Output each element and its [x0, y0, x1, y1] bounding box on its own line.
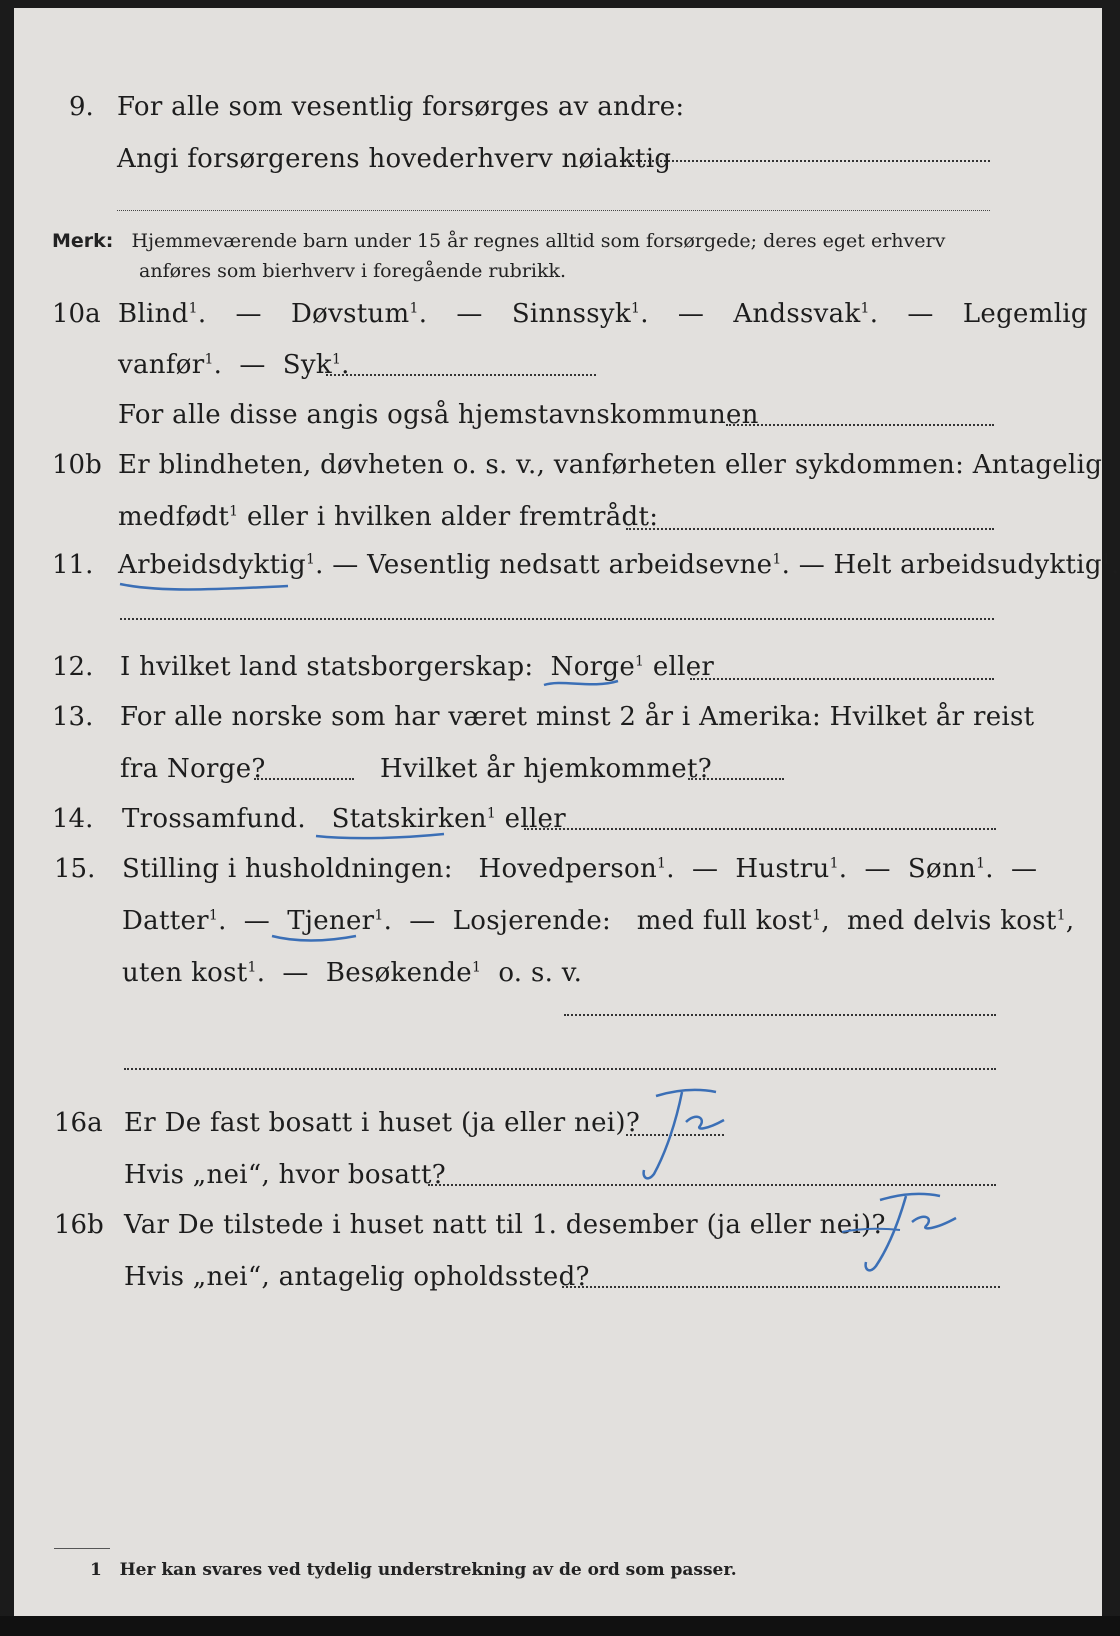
question-9-sub: Angi forsørgerens hovederhverv nøiaktig	[117, 144, 672, 174]
question-14-label: Trossamfund.	[122, 804, 306, 834]
question-12-answer-line[interactable]	[690, 678, 994, 680]
option-andssvak[interactable]: Andssvak	[733, 299, 861, 329]
question-16a-number: 16a	[54, 1108, 103, 1138]
question-9-text: For alle som vesentlig forsørges av andre:	[117, 92, 685, 122]
question-10b-line-2-rest: eller i hvilken alder fremtrådt:	[246, 502, 659, 532]
note-line-1: Hjemmeværende barn under 15 år regnes alltid som forsørgede; deres eget erhverv	[131, 230, 946, 252]
option-full-kost[interactable]: med full kost	[636, 906, 813, 936]
question-10a-line-2: vanfør$^1$. — Syk$^1$.	[118, 350, 350, 380]
note-line-2: anføres som bierhverv i foregående rubrikk.	[139, 260, 567, 282]
option-norge[interactable]: Norge	[550, 652, 636, 682]
question-15-label: Stilling i husholdningen:	[122, 854, 453, 884]
option-sonn[interactable]: Sønn	[907, 854, 977, 884]
question-13-fra: fra Norge?	[120, 754, 266, 784]
scan-edge	[0, 1616, 1120, 1636]
question-16b-text: Var De tilstede i huset natt til 1. desember (ja eller nei)?	[124, 1210, 886, 1240]
question-15-line-2: Datter$^1$. — Tjener$^1$. — Losjerende: med full kost$^1$, med delvis kost$^1$,	[122, 906, 1075, 936]
question-16b-number: 16b	[54, 1210, 104, 1240]
question-10a-text: Blind$^1$. — Døvstum$^1$. — Sinnssyk$^1$. — Andssvak$^1$. — Legemlig	[118, 299, 1088, 329]
note-label: Merk:	[52, 230, 114, 252]
note	[52, 230, 945, 252]
option-tjener[interactable]: Tjener	[287, 906, 375, 936]
question-9-number: 9.	[69, 92, 94, 122]
option-udyktig[interactable]: . — Helt arbeidsudyktig	[781, 550, 1102, 580]
question-15-line-3: uten kost$^1$. — Besøkende$^1$ o. s. v.	[122, 958, 583, 988]
question-14-number: 14.	[52, 804, 94, 834]
footnote	[90, 1560, 737, 1580]
option-delvis-kost[interactable]: med delvis kost	[847, 906, 1057, 936]
question-16b-sub-answer-line[interactable]	[562, 1286, 1000, 1288]
question-16a-answer	[626, 1082, 736, 1192]
option-nedsatt[interactable]: . — Vesentlig nedsatt arbeidsevne	[315, 550, 773, 580]
question-10b-line-2: medfødt$^1$ eller i hvilken alder fremtrådt:	[118, 502, 659, 532]
question-15-line-1: Stilling i husholdningen: Hovedperson$^1$. — Hustru$^1$. — Sønn$^1$. —	[122, 854, 1038, 884]
option-dovstum[interactable]: Døvstum	[290, 299, 410, 329]
question-10b-number: 10b	[52, 450, 102, 480]
question-13-number: 13.	[52, 702, 94, 732]
question-12-text: I hvilket land statsborgerskap: Norge$^1$ eller	[120, 652, 715, 682]
question-11-number: 11.	[52, 550, 94, 580]
option-blind[interactable]: Blind	[118, 299, 189, 329]
question-16a-sub: Hvis „nei“, hvor bosatt?	[124, 1160, 446, 1190]
footnote-rule	[54, 1548, 110, 1549]
footnote-mark: 1	[90, 1560, 102, 1580]
question-12-eller: eller	[652, 652, 715, 682]
question-11-text: Arbeidsdyktig$^1$. — Vesentlig nedsatt arbeidsevne$^1$. — Helt arbeidsudyktig$^1$.	[118, 550, 1120, 580]
question-14-eller: eller	[504, 804, 566, 834]
question-13-fra-answer[interactable]	[254, 778, 354, 780]
question-15-answer-line-2[interactable]	[124, 1068, 996, 1070]
option-uten-kost[interactable]: uten kost	[122, 958, 248, 988]
option-datter[interactable]: Datter	[122, 906, 209, 936]
question-10a-answer-line[interactable]	[326, 374, 596, 376]
question-16b-answer	[840, 1188, 970, 1288]
footnote-text: Her kan svares ved tydelig understrekning av de ord som passer.	[119, 1560, 737, 1580]
question-16b-sub: Hvis „nei“, antagelig opholdssted?	[124, 1262, 590, 1292]
question-15-number: 15.	[54, 854, 96, 884]
question-9-answer-line-2[interactable]	[117, 210, 990, 211]
question-13-line-1: For alle norske som har været minst 2 år i Amerika: Hvilket år reist	[120, 702, 1035, 732]
question-14-text: Trossamfund. Statskirken$^1$ eller	[122, 804, 566, 834]
question-13-hjem: Hvilket år hjemkommet?	[380, 754, 712, 784]
question-16a-text: Er De fast bosatt i huset (ja eller nei)?	[124, 1108, 641, 1138]
option-sinnssyk[interactable]: Sinnssyk	[511, 299, 631, 329]
question-15-osv: o. s. v.	[498, 958, 583, 988]
underline-tjener	[270, 930, 360, 946]
question-9-answer-line[interactable]	[620, 160, 990, 162]
option-hustru[interactable]: Hustru	[735, 854, 830, 884]
option-hovedperson[interactable]: Hovedperson	[478, 854, 658, 884]
question-10b-answer-line[interactable]	[626, 528, 994, 530]
question-15-losjerende: Losjerende:	[452, 906, 612, 936]
underline-arbeidsdyktig	[118, 576, 293, 596]
option-statskirken[interactable]: Statskirken	[331, 804, 487, 834]
question-16a-sub-answer-line[interactable]	[428, 1184, 996, 1186]
census-form-page	[14, 8, 1120, 1616]
question-12-label: I hvilket land statsborgerskap:	[120, 652, 534, 682]
question-10a-sub: For alle disse angis også hjemstavnskommunen	[118, 400, 759, 430]
underline-statskirken	[314, 828, 449, 844]
option-arbeidsdyktig[interactable]: Arbeidsdyktig	[118, 550, 306, 580]
question-10a-number: 10a	[52, 299, 101, 329]
question-15-answer-line[interactable]	[564, 1014, 996, 1016]
question-10a-sub-answer-line[interactable]	[726, 424, 994, 426]
option-syk[interactable]: Syk	[282, 350, 332, 380]
question-12-number: 12.	[52, 652, 94, 682]
question-14-answer-line[interactable]	[524, 828, 996, 830]
option-legemlig[interactable]: Legemlig	[962, 299, 1088, 329]
option-medfodt[interactable]: medfødt	[118, 502, 230, 532]
underline-norge	[542, 675, 622, 693]
option-vanfor[interactable]: vanfør	[118, 350, 205, 380]
option-besokende[interactable]: Besøkende	[325, 958, 472, 988]
question-10b-line-1: Er blindheten, døvheten o. s. v., vanførheten eller sykdommen: Antagelig	[118, 450, 1103, 480]
question-13-hjem-answer[interactable]	[688, 778, 784, 780]
question-11-answer-line[interactable]	[120, 618, 994, 620]
